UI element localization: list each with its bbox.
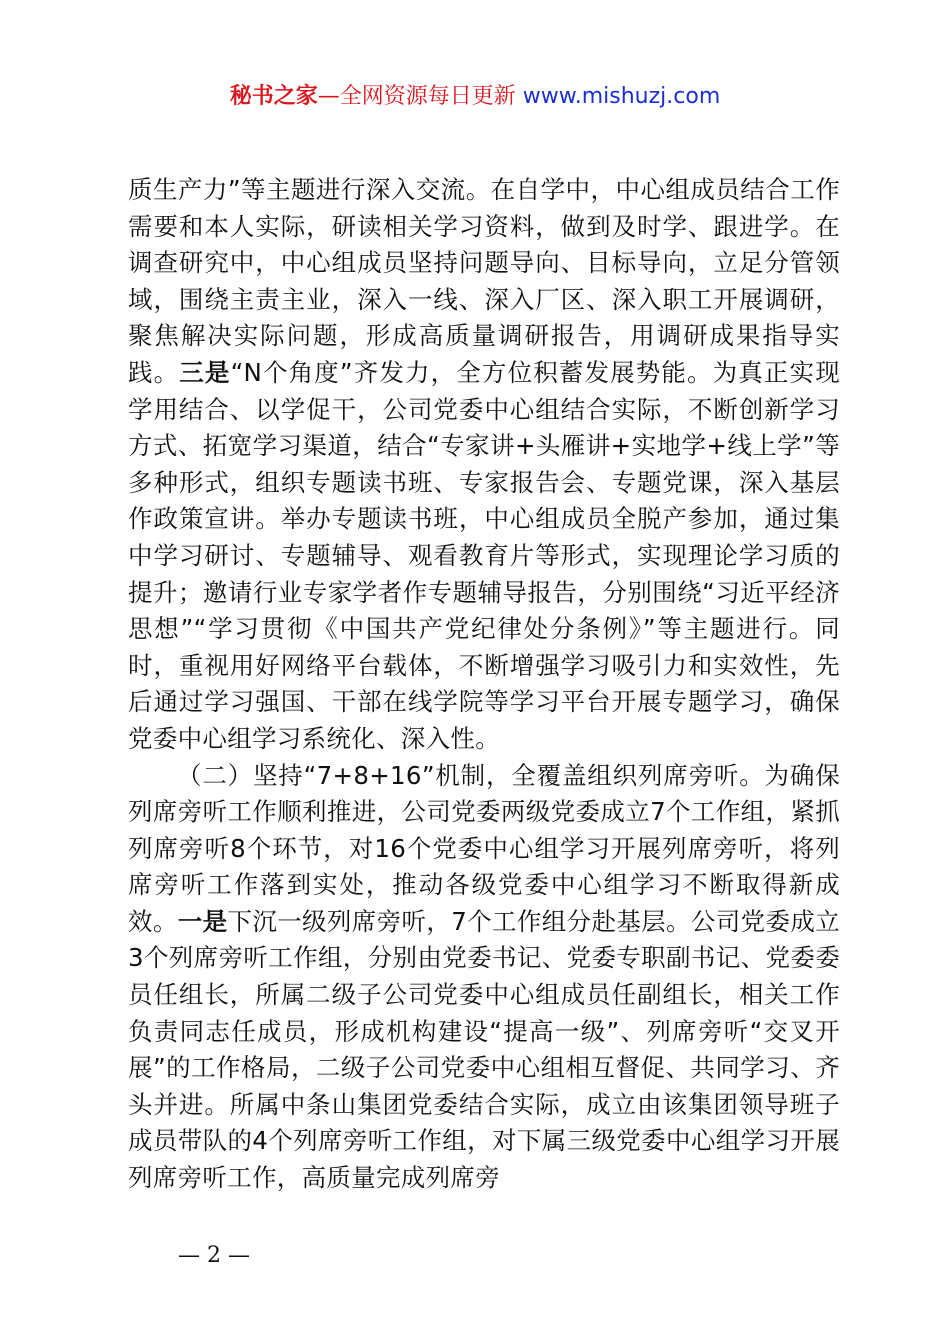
site-url[interactable]: www.mishuzj.com [522, 84, 721, 109]
header-tagline: —全网资源每日更新 [317, 84, 516, 109]
paragraph-1-text-b: “N个角度”齐发力，全方位积蓄发展势能。为真正实现学用结合、以学促干，公司党委中心组结合实际，不断创新学习方式、拓宽学习渠道，结合“专家讲+头雁讲+实地学+线上学”等多种形式，组织专题读书班、专家报告会、专题党课，深入基层作政策宣讲。举办专题读书班，中心组成员全脱产参加，通过集中学习研讨、专题辅导、观看教育片等形式，实现理论学习质的提升；邀请行业专家学者作专题辅导报告，分别围绕“习近平经济思想”“学习贯彻《中国共产党纪律处分条例》”等主题进行。同时，重视用好网络平台载体，不断增强学习吸引力和实效性，先后通过学习强国、干部在线学院等学习平台开展专题学习，确保党委中心组学习系统化、深入性。 [128, 357, 840, 753]
page-number: — 2 — [178, 1243, 250, 1268]
site-header [0, 82, 950, 112]
document-body [128, 172, 840, 1197]
paragraph-1-bold-marker: 三是 [179, 357, 231, 387]
paragraph-1-text-a: 质生产力”等主题进行深入交流。在自学中，中心组成员结合工作需要和本人实际，研读相关学习资料，做到及时学、跟进学。在调查研究中，中心组成员坚持问题导向、目标导向，立足分管领域，围绕主责主业，深入一线、深入厂区、深入职工开展调研，聚焦解决实际问题，形成高质量调研报告，用调研成果指导实践。 [128, 175, 840, 387]
paragraph-2 [128, 758, 840, 1197]
paragraph-1 [128, 172, 840, 758]
paragraph-2-text-b: 下沉一级列席旁听，7个工作组分赴基层。公司党委成立3个列席旁听工作组，分别由党委书记、党委专职副书记、党委委员任组长，所属二级子公司党委中心组成员任副组长，相关工作负责同志任成员，形成机构建设“提高一级”、列席旁听“交叉开展”的工作格局，二级子公司党委中心组相互督促、共同学习、齐头并进。所属中条山集团党委结合实际，成立由该集团领导班子成员带队的4个列席旁听工作组，对下属三级党委中心组学习开展列席旁听工作，高质量完成列席旁 [128, 906, 840, 1193]
brand-name: 秘书之家 [229, 84, 318, 109]
paragraph-2-text-a: （二）坚持“7+8+16”机制，全覆盖组织列席旁听。为确保列席旁听工作顺利推进，公司党委两级党委成立7个工作组，紧抓列席旁听8个环节，对16个党委中心组学习开展列席旁听，将列席旁听工作落到实处，推动各级党委中心组学习不断取得新成效。 [128, 760, 840, 936]
paragraph-2-bold-marker: 一是 [177, 906, 228, 936]
